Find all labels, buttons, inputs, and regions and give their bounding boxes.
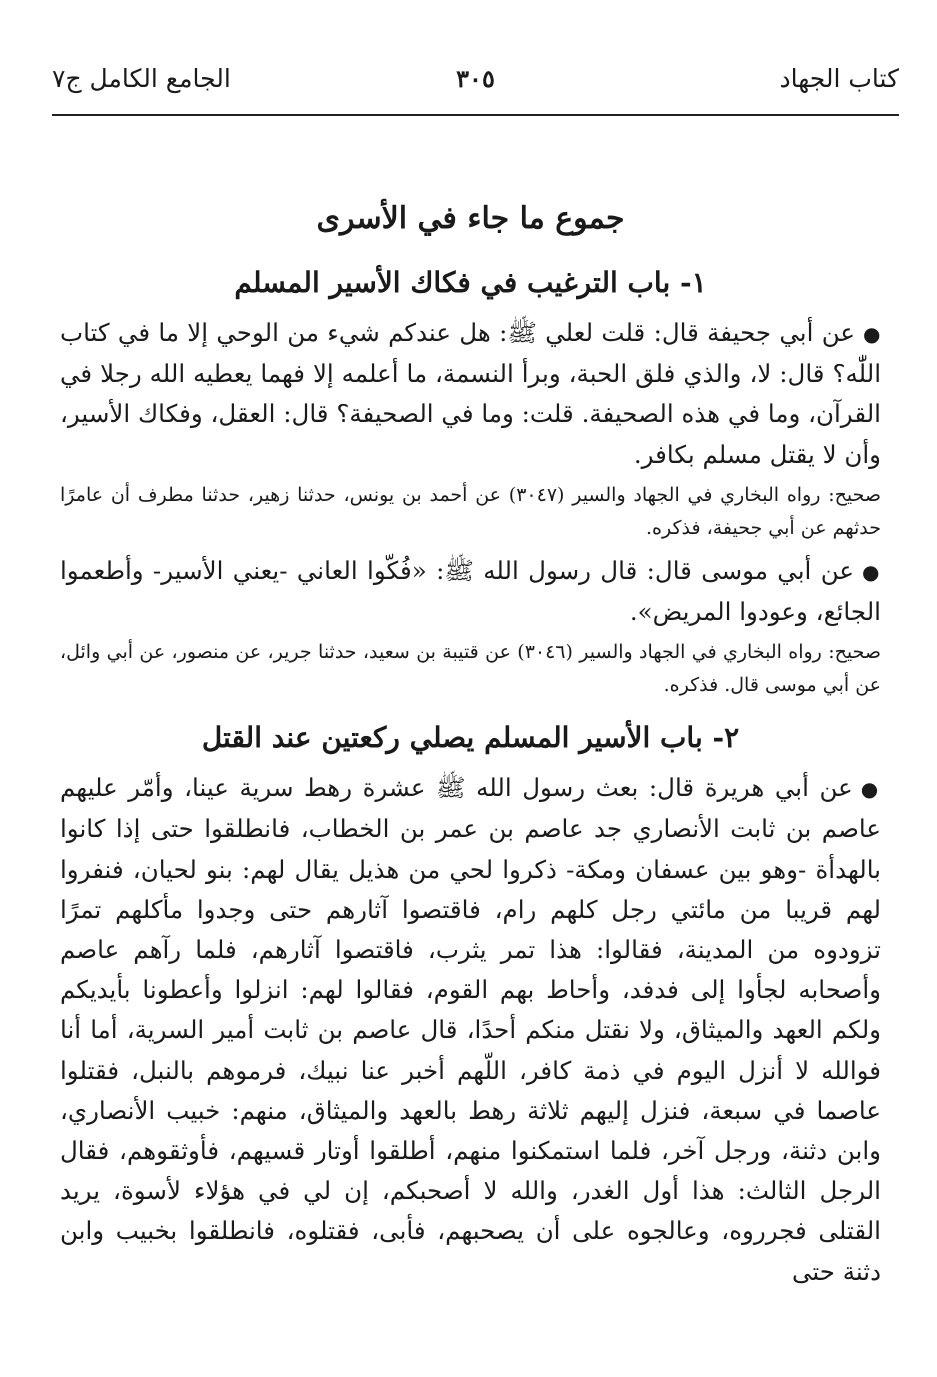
book-volume-title: الجامع الكامل ج٧ (52, 64, 231, 93)
page-number: ٣٠٥ (456, 64, 495, 93)
hadith-paragraph (60, 551, 881, 632)
takhrij-note: صحيح: رواه البخاري في الجهاد والسير (٣٠٤٦) عن قتيبة بن سعيد، حدثنا جرير، عن منصور، عن أبي وائل، عن أبي موسى قال. فذكره. (60, 641, 881, 697)
bullet-icon: ● (863, 322, 882, 346)
takhrij-note: صحيح: رواه البخاري في الجهاد والسير (٣٠٤٧) عن أحمد بن يونس، حدثنا زهير، حدثنا مطرف أن عامرًا حدثهم عن أبي جحيفة، فذكره. (60, 483, 881, 539)
running-header (52, 58, 899, 116)
chapter-heading: ١- باب الترغيب في فكاك الأسير المسلم (234, 266, 707, 299)
hadith-text: عن أبي موسى قال: قال رسول الله ﷺ: «فُكّوا العاني -يعني الأسير- وأطعموا الجائع، وعودوا المريض». (60, 555, 881, 627)
bullet-icon: ● (860, 777, 881, 802)
hadith-paragraph (60, 313, 881, 475)
hadith-text: عن أبي هريرة قال: بعث رسول الله ﷺ عشرة رهط سرية عينا، وأمّر عليهم عاصم بن ثابت الأنصاري جد عاصم بن عمر بن الخطاب، فانطلقوا حتى إذا كانوا بالهدأة -وهو بين عسفان ومكة- ذكروا لحي من هذيل يقال لهم: بنو لحيان، فنفروا لهم قريبا من مائتي رجل كلهم رام، فاقتصوا آثارهم حتى وجدوا مأكلهم تمرًا تزودوه من المدينة، فقالوا: هذا تمر يثرب، فاقتصوا آثارهم، فلما رآهم عاصم وأصحابه لجأوا إلى فدفد، وأحاط بهم القوم، فقالوا لهم: انزلوا وأعطونا بأيديكم ولكم العهد والميثاق، ولا نقتل منكم أحدًا، قال عاصم بن ثابت أمير السرية، أما أنا فوالله لا أنزل اليوم في ذمة كافر، اللّهم أخبر عنا نبيك، فرموهم بالنبل، فقتلوا عاصما في سبعة، فنزل إليهم ثلاثة رهط بالعهد والميثاق، منهم: خبيب الأنصاري، وابن دثنة، ورجل آخر، فلما استمكنوا منهم، أطلقوا أوتار قسيهم، فأوثقوهم، فقال الرجل الثالث: هذا أول الغدر، والله لا أصحبكم، إن لي في هؤلاء لأسوة، يريد القتلى فجرروه، وعالجوه على أن يصحبهم، فأبى، فقتلوه، فانطلقوا بخبيب وابن دثنة حتى (60, 773, 881, 1286)
page-title: جموع ما جاء في الأسرى (316, 201, 625, 236)
page-content (60, 185, 881, 1377)
chapter-heading: ٢- باب الأسير المسلم يصلي ركعتين عند القتل (201, 721, 740, 755)
hadith-paragraph (60, 768, 881, 1292)
hadith-text: عن أبي جحيفة قال: قلت لعلي ﷺ: هل عندكم شيء من الوحي إلا ما في كتاب اللّٰه؟ قال: لا، والذي فلق الحبة، وبرأ النسمة، ما أعلمه إلا فهما يعطيه الله رجلا في القرآن، وما في هذه الصحيفة. قلت: وما في الصحيفة؟ قال: العقل، وفكاك الأسير، وأن لا يقتل مسلم بكافر. (60, 318, 881, 469)
bullet-icon: ● (861, 559, 882, 584)
book-section-title: كتاب الجهاد (779, 64, 899, 93)
